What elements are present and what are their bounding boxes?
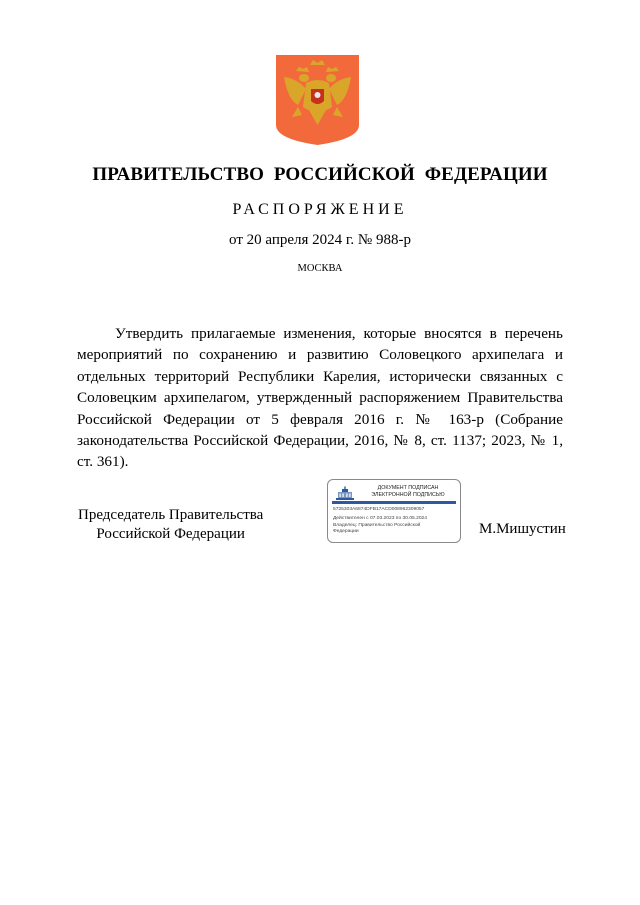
signatory-position-line1: Председатель Правительства — [78, 507, 264, 523]
signatory-name: М.Мишустин — [479, 521, 566, 537]
stamp-heading — [358, 485, 458, 499]
stamp-serial: 5725303A6874DFB17ACD008962309057 — [333, 507, 425, 512]
russian-coat-of-arms-icon — [276, 55, 359, 145]
government-building-icon — [335, 486, 355, 501]
government-name: ПРАВИТЕЛЬСТВО РОССИЙСКОЙ ФЕДЕРАЦИИ — [92, 164, 548, 185]
stamp-valid-period: Действителен с 07.03.2023 по 30.05.2024 — [333, 516, 427, 521]
order-paragraph: Утвердить прилагаемые изменения, которые вносятся в перечень мероприятий по сохранению и развитию Соловецкого архипелага и отдельных территорий Республики Карелия, исторически связанных с Соловецким архипелагом, утвержденный распоряжением Правительства Российской Федерации от 5 февраля 2016 г. № 163-р (Собрание законодательства Российской Федерации, 2016, № 8, ст. 1137; 2023, № 1, ст. 361). — [77, 325, 563, 471]
stamp-heading-line2: ЭЛЕКТРОННОЙ ПОДПИСЬЮ — [371, 492, 445, 498]
signatory-position — [78, 506, 263, 543]
signatory-position-line2: Российской Федерации — [96, 525, 245, 542]
electronic-signature-stamp — [327, 479, 461, 543]
stamp-owner-line2: Федерации — [333, 529, 359, 534]
document-city: МОСКВА — [297, 263, 343, 274]
stamp-owner-line1: Владелец: Правительство Российской — [333, 523, 421, 528]
stamp-divider — [332, 501, 456, 504]
stamp-heading-line1: ДОКУМЕНТ ПОДПИСАН — [377, 485, 439, 491]
document-date-number: от 20 апреля 2024 г. № 988-р — [229, 232, 411, 248]
document-type: РАСПОРЯЖЕНИЕ — [232, 201, 408, 218]
